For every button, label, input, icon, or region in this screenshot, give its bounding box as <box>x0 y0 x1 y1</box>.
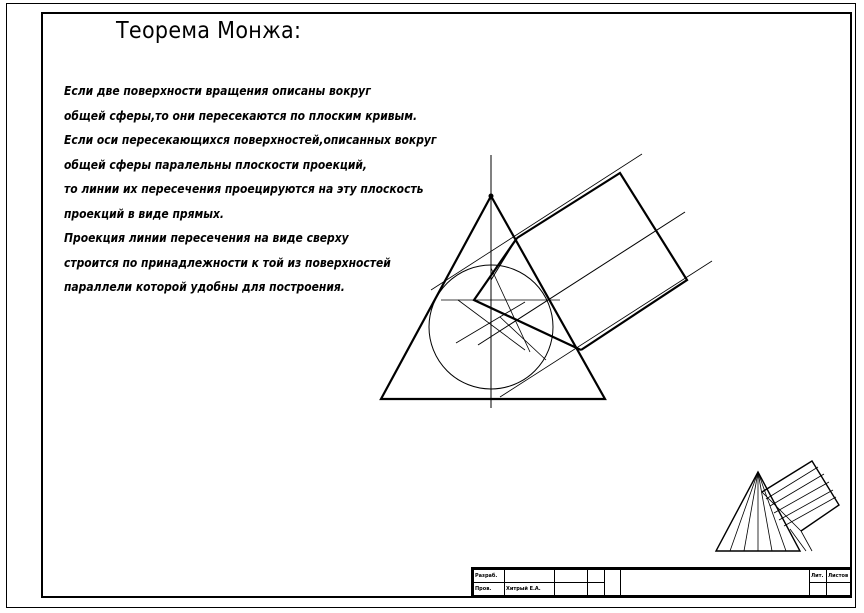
text-line: строится по принадлежности к той из поверхностей <box>64 254 391 270</box>
stamp-cell <box>505 570 555 583</box>
stamp-cell-developer-label: Разраб. <box>474 570 505 583</box>
stamp-cell <box>621 570 810 596</box>
cone-apex-point <box>489 194 493 198</box>
text-line: Проекция линии пересечения на виде сверху <box>64 230 349 245</box>
page-title: Теорема Монжа: <box>116 18 302 44</box>
stamp-cell <box>555 583 588 596</box>
text-line: общей сферы,то они пересекаются по плоским кривым. <box>64 107 418 123</box>
title-block <box>471 567 850 596</box>
stamp-cell-checker-name: Хитрый Е.А. <box>505 583 555 596</box>
text-line: Если оси пересекающихся поверхностей,описанных вокруг <box>64 132 437 147</box>
text-line: параллели которой удобны для построения. <box>64 279 345 294</box>
text-line: то линии их пересечения проецируются на эту плоскость <box>64 181 424 196</box>
stamp-cell-lit: Лит. <box>810 570 827 583</box>
stamp-cell-checker-label: Пров. <box>474 583 505 596</box>
title-block-table <box>473 569 851 596</box>
construction-line <box>431 154 642 290</box>
main-construction <box>381 154 712 408</box>
stamp-cell <box>810 583 827 596</box>
intersection-line <box>491 238 517 280</box>
intersection-curve <box>474 238 581 350</box>
stamp-cell <box>588 583 605 596</box>
text-line: проекций в виде прямых. <box>64 205 225 221</box>
construction-line <box>500 261 712 397</box>
cylinder-outline <box>517 173 687 350</box>
stamp-cell <box>555 570 588 583</box>
text-line: Если две поверхности вращения описаны вокруг <box>64 83 371 98</box>
text-line: общей сферы паралельны плоскости проекций, <box>64 156 368 172</box>
stamp-cell-sheets: Листов <box>827 570 851 583</box>
cone-outline <box>381 196 605 399</box>
stamp-cell <box>605 570 621 596</box>
stamp-cell <box>588 570 605 583</box>
stamp-cell <box>827 583 851 596</box>
thumbnail-construction <box>716 461 839 551</box>
